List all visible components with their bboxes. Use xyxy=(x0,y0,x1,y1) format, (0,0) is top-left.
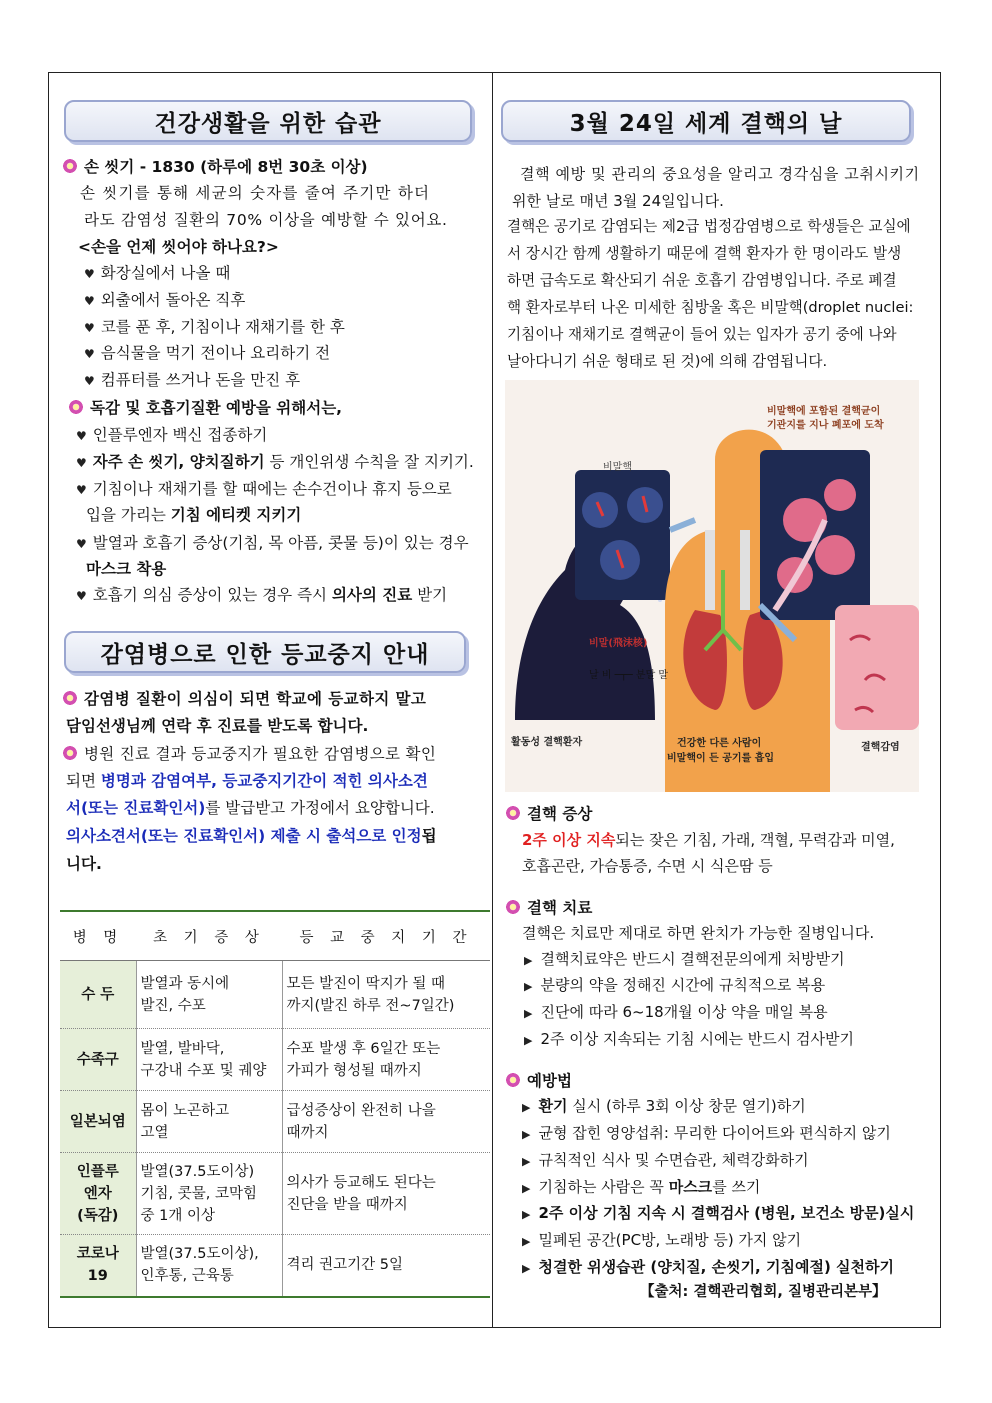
tb-infection-illustration xyxy=(505,380,919,792)
table-cell-name: 일본뇌염 xyxy=(60,1091,136,1153)
flower-icon xyxy=(505,899,521,915)
triangle-bullet-icon: ▶ xyxy=(522,1262,531,1275)
notice-2-cont: 니다. xyxy=(66,855,102,873)
prevention-item: ▶ 균형 잡힌 영양섭취: 무리한 다이어트와 편식하지 않기 xyxy=(522,1124,891,1142)
heart-icon: ♥ xyxy=(84,294,95,308)
table-cell-name: 코로나 19 xyxy=(60,1235,136,1297)
column-divider xyxy=(492,72,493,1328)
col-header: 등 교 중 지 기 간 xyxy=(282,911,490,961)
treat-heading: 결핵 치료 xyxy=(505,895,592,922)
treat-item: ▶ 2주 이상 지속되는 기침 시에는 반드시 검사받기 xyxy=(524,1030,854,1048)
when-item: ♥ 컴퓨터를 쓰거나 돈을 만진 후 xyxy=(84,371,301,389)
table-cell-period: 모든 발진이 딱지가 될 때 까지(발진 하루 전~7일간) xyxy=(282,961,490,1029)
table-cell-symptom: 발열과 동시에 발진, 수포 xyxy=(136,961,282,1029)
heart-icon: ♥ xyxy=(84,321,95,335)
table-row xyxy=(60,1029,490,1091)
tb-paragraph-line: 기침이나 재채기로 결핵균이 들어 있는 입자가 공기 중에 나와 xyxy=(507,326,897,343)
infection-diagram xyxy=(505,380,919,792)
label-top-right: 비말핵에 포함된 결핵균이 xyxy=(767,406,881,417)
notice-2: 병원 진료 결과 등교중지가 필요한 감염병으로 확인 xyxy=(62,741,436,768)
tb-paragraph-line: 결핵은 공기로 감염되는 제2급 법정감염병으로 학생들은 교실에 xyxy=(507,218,911,235)
heart-icon: ♥ xyxy=(76,429,87,443)
intro-line: 위한 날로 매년 3월 24일입니다. xyxy=(512,192,724,210)
notice-1: 감염병 질환이 의심이 되면 학교에 등교하지 말고 xyxy=(62,686,426,713)
title-tb-day: 3월 24일 세계 결핵의 날 xyxy=(501,100,911,142)
triangle-bullet-icon: ▶ xyxy=(522,1101,531,1114)
tb-paragraph-line: 날아다니기 쉬운 형태로 된 것)에 의해 감염됩니다. xyxy=(507,353,828,370)
when-item: ♥ 화장실에서 나올 때 xyxy=(84,264,231,282)
tb-paragraph-line: 핵 환자로부터 나온 미세한 침방울 혹은 비말핵(droplet nuclei: xyxy=(507,299,914,316)
flu-item: ♥ 기침이나 재채기를 할 때에는 손수건이나 휴지 등으로 xyxy=(76,480,452,498)
triangle-bullet-icon: ▶ xyxy=(522,1128,531,1141)
flu-item-cont: 마스크 착용 xyxy=(86,560,167,578)
table-cell-period: 수포 발생 후 6일간 또는 가피가 형성될 때까지 xyxy=(282,1029,490,1091)
triangle-bullet-icon: ▶ xyxy=(524,954,533,967)
flu-item: ♥ 인플루엔자 백신 접종하기 xyxy=(76,426,268,444)
title-healthy-habits: 건강생활을 위한 습관 xyxy=(64,100,472,142)
table-row xyxy=(60,961,490,1029)
prevention-heading: 예방법 xyxy=(505,1068,572,1095)
table-cell-name: 수 두 xyxy=(60,961,136,1029)
table-row xyxy=(60,1235,490,1297)
heart-icon: ♥ xyxy=(76,537,87,551)
triangle-bullet-icon: ▶ xyxy=(522,1235,531,1248)
treat-line: 결핵은 치료만 제대로 하면 완치가 가능한 질병입니다. xyxy=(522,924,875,942)
flu-item: ♥ 호흡기 의심 증상이 있는 경우 즉시 의사의 진료 받기 xyxy=(76,586,448,604)
table-row xyxy=(60,1091,490,1153)
prevention-item: ▶ 환기 실시 (하루 3회 이상 창문 열기)하기 xyxy=(522,1097,806,1115)
symptom-line: 호흡곤란, 가슴통증, 수면 시 식은땀 등 xyxy=(522,857,773,875)
col-header: 초 기 증 상 xyxy=(136,911,282,961)
notice-2-cont: 되면 병명과 감염여부, 등교중지기간이 적힌 의사소견 xyxy=(66,772,428,790)
handwash-line: 라도 감염성 질환의 70% 이상을 예방할 수 있어요. xyxy=(84,211,448,229)
heart-icon: ♥ xyxy=(76,483,87,497)
label-person: 비말핵이 든 공기를 흡입 xyxy=(667,753,775,764)
prevention-item: ▶ 규칙적인 식사 및 수면습관, 체력강화하기 xyxy=(522,1151,809,1169)
table-cell-symptom: 몸이 노곤하고 고열 xyxy=(136,1091,282,1153)
col-header: 병 명 xyxy=(60,911,136,961)
flu-heading: 독감 및 호흡기질환 예방을 위해서는, xyxy=(68,395,342,422)
flower-icon xyxy=(68,399,84,415)
when-item: ♥ 음식물을 먹기 전이나 요리하기 전 xyxy=(84,344,331,362)
table-cell-symptom: 발열, 발바닥, 구강내 수포 및 궤양 xyxy=(136,1029,282,1091)
flu-item: ♥ 자주 손 씻기, 양치질하기 등 개인위생 수칙을 잘 지키기. xyxy=(76,453,474,471)
when-heading: <손을 언제 씻어야 하나요?> xyxy=(78,238,279,256)
table-cell-name: 인플루 엔자 (독감) xyxy=(60,1153,136,1235)
table-cell-symptom: 발열(37.5도이상) 기침, 콧물, 코막힘 중 1개 이상 xyxy=(136,1153,282,1235)
triangle-bullet-icon: ▶ xyxy=(524,1007,533,1020)
treat-item: ▶ 분량의 약을 정해진 시간에 규칙적으로 복용 xyxy=(524,976,826,994)
table-cell-name: 수족구 xyxy=(60,1029,136,1091)
triangle-bullet-icon: ▶ xyxy=(522,1182,531,1195)
heart-icon: ♥ xyxy=(84,374,95,388)
flower-icon xyxy=(62,158,78,174)
treat-item: ▶ 진단에 따라 6~18개월 이상 약을 매일 복용 xyxy=(524,1003,828,1021)
triangle-bullet-icon: ▶ xyxy=(524,1034,533,1047)
notice-2-cont: 의사소견서(또는 진료확인서) 제출 시 출석으로 인정됩 xyxy=(66,827,437,845)
prevention-item: ▶ 밀폐된 공간(PC방, 노래방 등) 가지 않기 xyxy=(522,1231,802,1249)
tb-paragraph-line: 서 장시간 함께 생활하기 때문에 결핵 환자가 한 명이라도 발생 xyxy=(507,245,902,262)
flu-item: ♥ 발열과 호흡기 증상(기침, 목 아픔, 콧물 등)이 있는 경우 xyxy=(76,534,469,552)
when-item: ♥ 코를 푼 후, 기침이나 재채기를 한 후 xyxy=(84,318,345,336)
flower-icon xyxy=(505,1072,521,1088)
label-mouth: 날 비 ─┬─ 분말 말 xyxy=(589,670,669,681)
table-cell-period: 의사가 등교해도 된다는 진단을 받을 때까지 xyxy=(282,1153,490,1235)
heart-icon: ♥ xyxy=(76,456,87,470)
table-cell-symptom: 발열(37.5도이상), 인후통, 근육통 xyxy=(136,1235,282,1297)
when-item: ♥ 외출에서 돌아온 직후 xyxy=(84,291,246,309)
label-infection: 결핵감염 xyxy=(861,742,900,753)
source-note: 【출처: 결핵관리협회, 질병관리본부】 xyxy=(640,1284,887,1300)
prevention-item: ▶ 2주 이상 기침 지속 시 결핵검사 (병원, 보건소 방문)실시 xyxy=(522,1204,915,1222)
notice-1-cont: 담임선생님께 연락 후 진료를 받도록 합니다. xyxy=(66,717,369,735)
table-header-row xyxy=(60,911,490,961)
handwash-line: 손 씻기를 통해 세균의 숫자를 줄여 주기만 하더 xyxy=(80,184,431,202)
flower-icon xyxy=(62,745,78,761)
disease-table xyxy=(60,910,490,1298)
label-mouth: 비말(飛沫核) xyxy=(589,638,648,649)
heart-icon: ♥ xyxy=(76,589,87,603)
notice-2-cont: 서(또는 진료확인서)를 발급받고 가정에서 요양합니다. xyxy=(66,799,435,817)
table-cell-period: 격리 권고기간 5일 xyxy=(282,1235,490,1297)
intro-line: 결핵 예방 및 관리의 중요성을 알리고 경각심을 고취시키기 xyxy=(520,165,920,183)
heart-icon: ♥ xyxy=(84,347,95,361)
triangle-bullet-icon: ▶ xyxy=(524,980,533,993)
flu-item-cont: 입을 가리는 기침 에티켓 지키기 xyxy=(86,506,302,524)
symptom-line: 2주 이상 지속되는 잦은 기침, 가래, 객혈, 무력감과 미열, xyxy=(522,831,895,849)
handwash-heading: 손 씻기 - 1830 (하루에 8번 30초 이상) xyxy=(62,154,368,181)
label-patient: 활동성 결핵환자 xyxy=(511,737,583,748)
tb-paragraph-line: 하면 급속도로 확산되기 쉬운 호흡기 감염병입니다. 주로 폐결 xyxy=(507,272,897,289)
prevention-item: ▶ 기침하는 사람은 꼭 마스크를 쓰기 xyxy=(522,1178,761,1196)
triangle-bullet-icon: ▶ xyxy=(522,1208,531,1221)
label-person: 건강한 다른 사람이 xyxy=(677,738,762,749)
label-top-right: 기관지를 지나 폐포에 도착 xyxy=(767,420,884,431)
treat-item: ▶ 결핵치료약은 반드시 결핵전문의에게 처방받기 xyxy=(524,950,845,968)
flower-icon xyxy=(505,805,521,821)
prevention-item: ▶ 청결한 위생습관 (양치질, 손씻기, 기침예절) 실천하기 xyxy=(522,1258,894,1276)
table-row xyxy=(60,1153,490,1235)
symptom-heading: 결핵 증상 xyxy=(505,801,592,828)
title-school-absence: 감염병으로 인한 등교중지 안내 xyxy=(64,631,466,673)
table-cell-period: 급성증상이 완전히 나을 때까지 xyxy=(282,1091,490,1153)
label-droplet: 비말핵 xyxy=(603,462,632,473)
heart-icon: ♥ xyxy=(84,267,95,281)
triangle-bullet-icon: ▶ xyxy=(522,1155,531,1168)
flower-icon xyxy=(62,690,78,706)
